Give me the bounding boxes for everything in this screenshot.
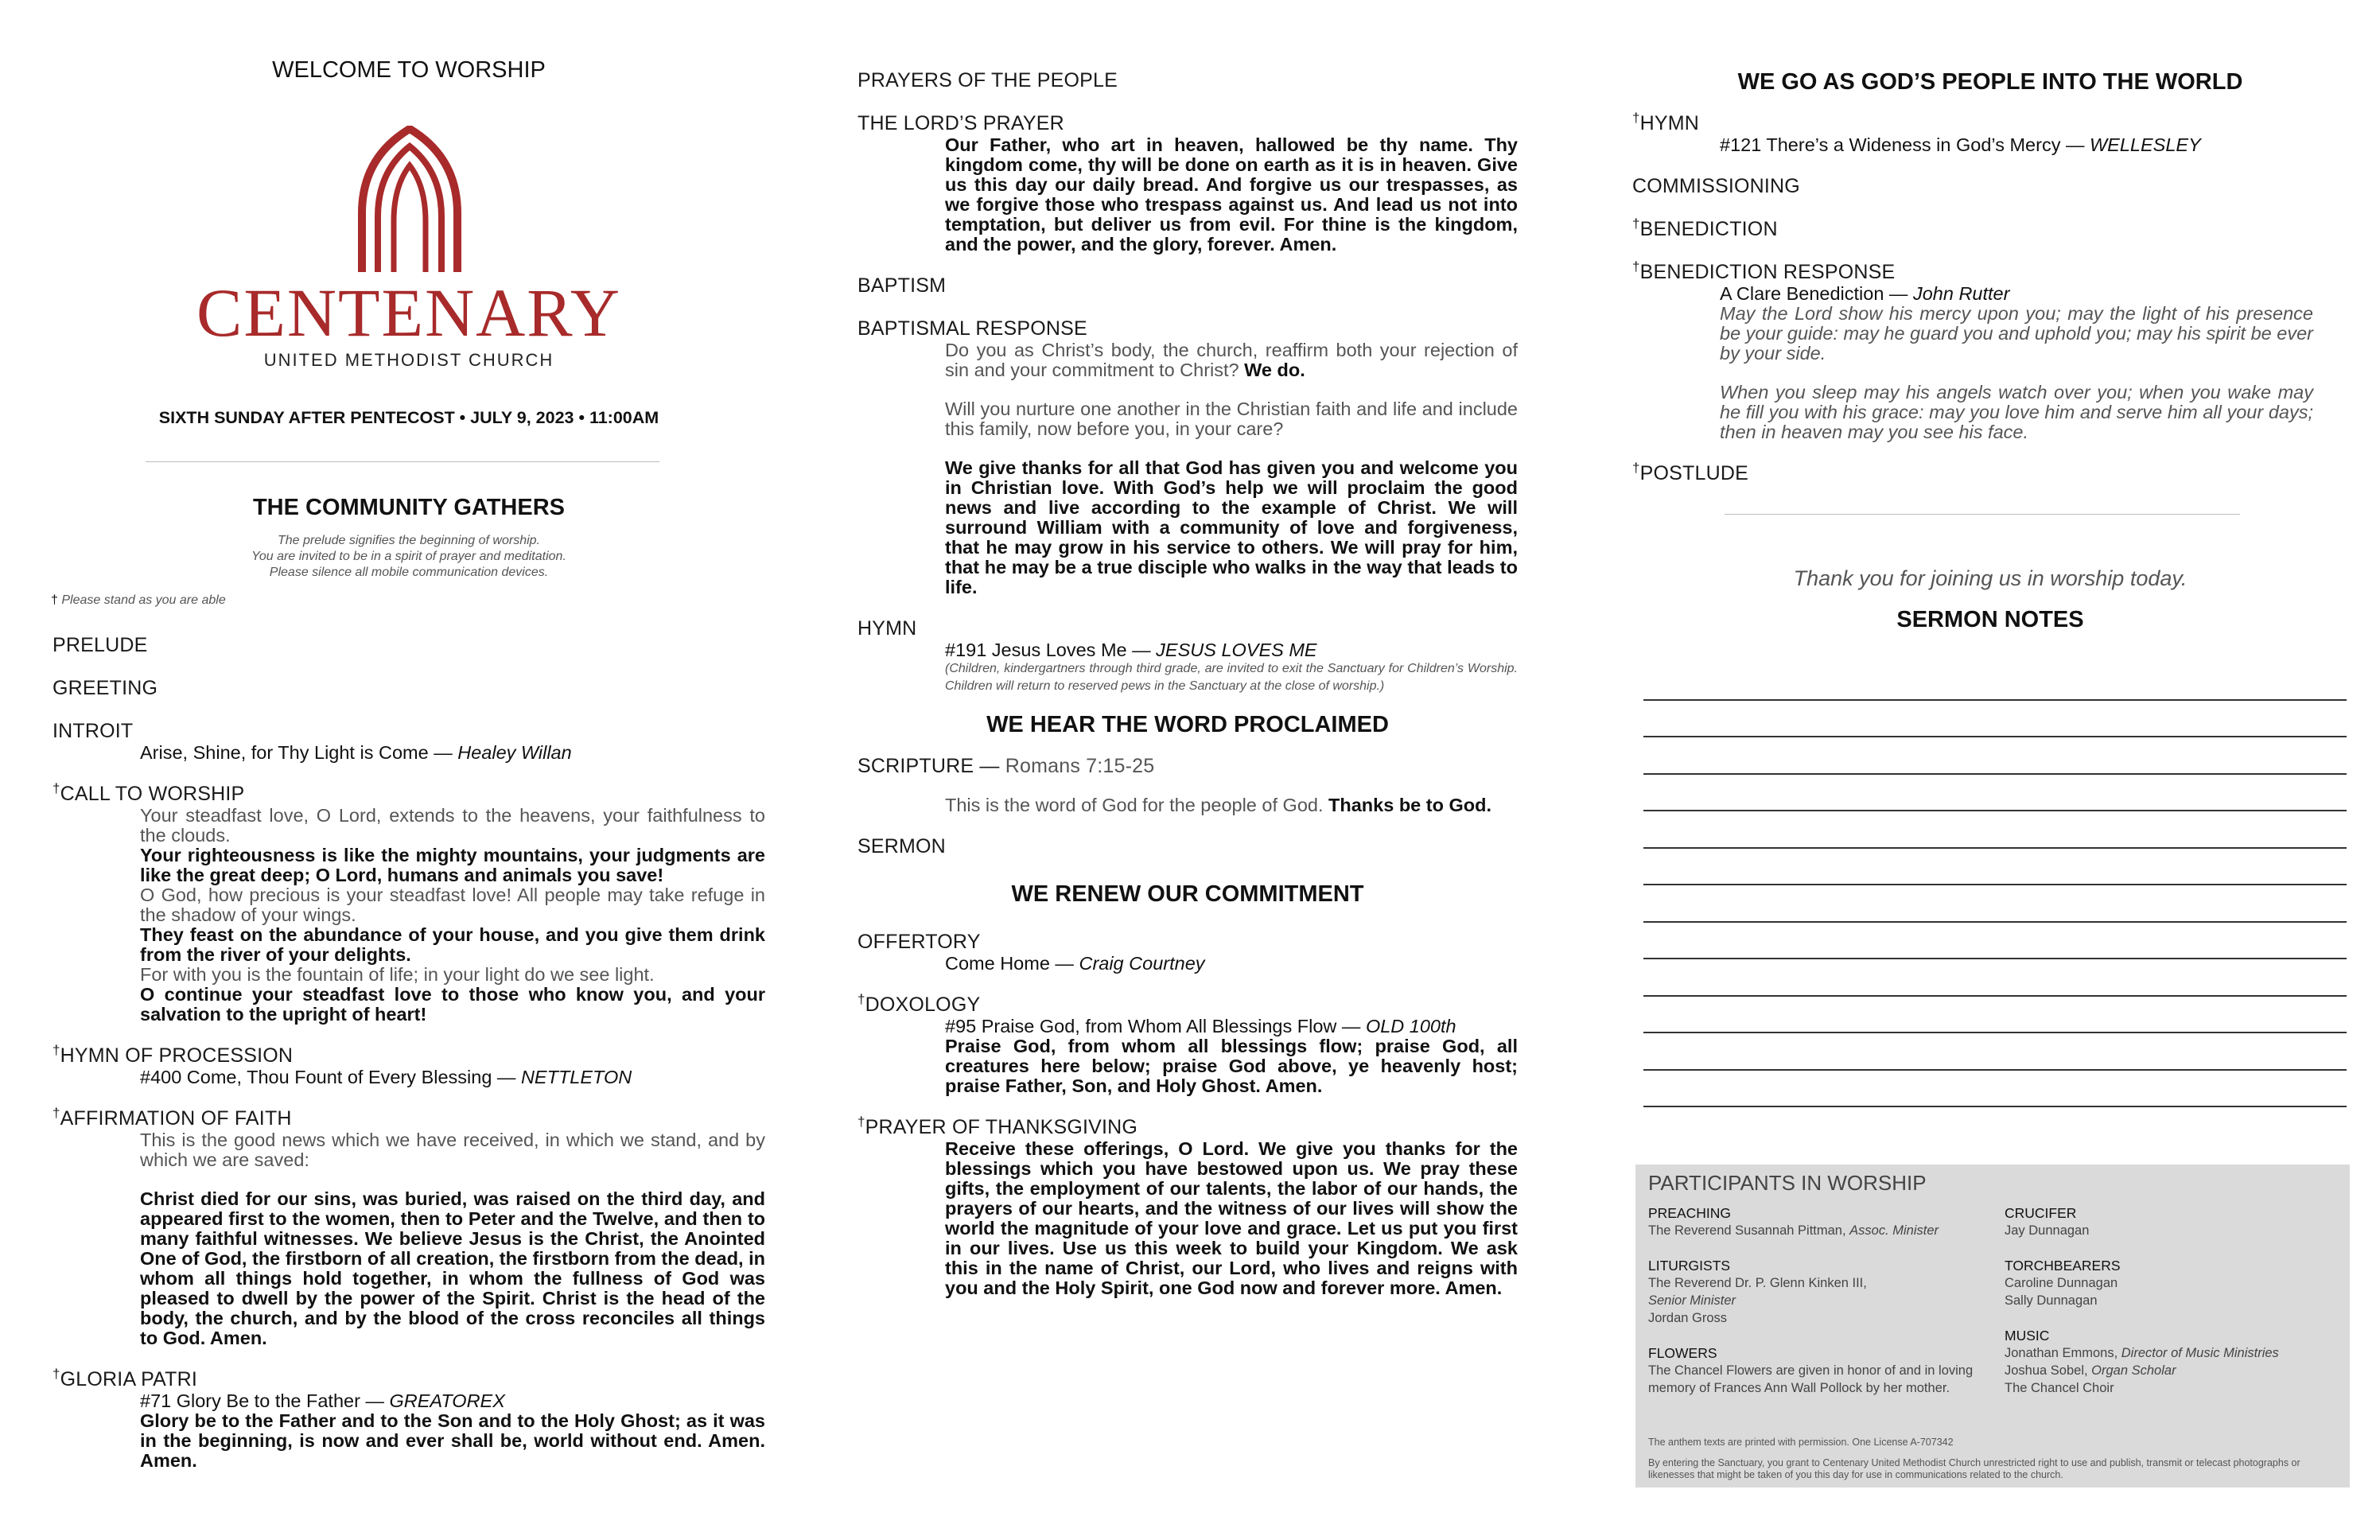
item-prayer-of-thanksgiving: †PRAYER OF THANKSGIVING (858, 1114, 1138, 1138)
item-postlude: †POSTLUDE (1632, 460, 1749, 484)
item-offertory: OFFERTORY (858, 931, 981, 953)
item-call-to-worship: †CALL TO WORSHIP (52, 780, 245, 805)
item-prayers: PRAYERS OF THE PEOPLE (858, 69, 1118, 91)
dagger-icon: † (52, 1042, 60, 1058)
note-line[interactable] (1643, 995, 2347, 997)
dagger-icon: † (1632, 259, 1640, 274)
note-line[interactable] (1643, 736, 2347, 737)
item-commissioning: COMMISSIONING (1632, 175, 1800, 197)
note-line[interactable] (1643, 1069, 2347, 1071)
participants-title: PARTICIPANTS IN WORSHIP (1648, 1171, 1927, 1195)
item-greeting: GREETING (52, 677, 158, 699)
order-list-middle (858, 68, 1518, 1298)
order-list-left (52, 633, 765, 1471)
section-title-word: WE HEAR THE WORD PROCLAIMED (986, 712, 1389, 737)
item-affirmation: †AFFIRMATION OF FAITH (52, 1105, 292, 1130)
divider (146, 461, 659, 462)
dagger-icon: † (52, 1105, 60, 1121)
consent-note: By entering the Sanctuary, you grant to Centenary United Methodist Church unrestricted right to use and publish, transmit or telecast photographs or likenesses that might be taken of you this day for use in communications related to the church. (1648, 1457, 2300, 1480)
dagger-icon: † (1632, 110, 1640, 126)
license-note: The anthem texts are printed with permission. One License A-707342 (1648, 1437, 1954, 1448)
note-line[interactable] (1643, 958, 2347, 959)
item-scripture: SCRIPTURE — Romans 7:15-25 (858, 755, 1155, 777)
hymn-note: (Children, kindergartners through third grade, are invited to exit the Sanctuary for Children’s Worship. Children will return to reserved pews in the Sanctuary at the close of worship.) (945, 662, 1518, 693)
sermon-notes-title: SERMON NOTES (1896, 607, 2084, 632)
affirmation-text: This is the good news which we have received, in which we stand, and by which we are saved: Christ died for our sins, was buried, was raised on the third day, and appeared first to the women, then to Peter and the Twelve, and then to many faithful witnesses. We believe Jesus is the Christ, the Anointed One of God, the firstborn of all creation, the firstborn from the dead, in whom all things hold together, in whom the fullness of God was pleased to dwell by the power of the Spirit. Christ is the head of the body, the church, and by the blood of the cross reconciles all things to God. Amen. (140, 1130, 765, 1348)
dagger-icon: † (52, 1366, 60, 1382)
note-line[interactable] (1643, 1032, 2347, 1033)
logo-subtitle: UNITED METHODIST CHURCH (263, 350, 554, 370)
item-baptism: BAPTISM (858, 274, 947, 297)
arch-logo-icon (357, 126, 462, 272)
participants-right: CRUCIFER Jay Dunnagan TORCHBEARERS Caroline Dunnagan Sally Dunnagan MUSIC Jonathan Emmons, Director of Music Ministries Joshua Sobel, Organ Scholar The Chancel Choir (2005, 1205, 2279, 1395)
introit-piece: Arise, Shine, for Thy Light is Come — Healey Willan (140, 742, 572, 763)
note-line[interactable] (1643, 773, 2347, 775)
section-title-commitment: WE RENEW OUR COMMITMENT (1011, 881, 1364, 907)
doxology-text: #95 Praise God, from Whom All Blessings Flow — OLD 100th Praise God, from whom all blessings flow; praise God, all creatures here below; praise God above, ye heavenly host; praise Father, Son, and Holy Ghost. Amen. (945, 1016, 1518, 1096)
participants-left: PREACHING The Reverend Susannah Pittman, Assoc. Minister LITURGISTS The Reverend Dr. P. Glenn Kinken III, Senior Minister Jordan Gross FLOWERS The Chancel Flowers are given in honor of and in loving memory of Frances Ann Wall Pollock by her mother. (1648, 1205, 1974, 1395)
thank-you-note: Thank you for joining us in worship today. (1793, 566, 2188, 590)
thanksgiving-text: Receive these offerings, O Lord. We give you thanks for the blessings which you have bestowed upon us. We pray these gifts, the employment of our talents, the labor of our hands, the prayers of our hearts, and the witness of our lives will show the world the magnitude of your love and grace. Let us put you first in our lives. Use us this week to build your Kingdom. We ask this in the name of Christ, our Lord, who lives and reigns with you and the Holy Spirit, one God now and forever more. Amen. (945, 1138, 1518, 1298)
item-baptismal-response: BAPTISMAL RESPONSE (858, 317, 1087, 340)
stand-note: † Please stand as you are able (51, 593, 226, 607)
note-line[interactable] (1643, 1106, 2347, 1107)
item-prelude: PRELUDE (52, 634, 148, 656)
dagger-icon: † (858, 991, 865, 1007)
dagger-icon: † (52, 780, 60, 796)
item-gloria-patri: †GLORIA PATRI (52, 1366, 198, 1390)
service-date: SIXTH SUNDAY AFTER PENTECOST • JULY 9, 2023 • 11:00AM (158, 408, 659, 427)
item-benediction: †BENEDICTION (1632, 216, 1778, 240)
offertory-piece: Come Home — Craig Courtney (945, 953, 1205, 974)
order-list-right (1632, 111, 2348, 485)
participants-box (1635, 1165, 2350, 1488)
word-response: This is the word of God for the people of God. Thanks be to God. (945, 795, 1491, 815)
note-line[interactable] (1643, 810, 2347, 811)
item-sermon: SERMON (858, 835, 946, 858)
gloria-text: #71 Glory Be to the Father — GREATOREX Glory be to the Father and to the Son and to the Holy Ghost; as it was in the beginning, is now and ever shall be, world without end. Amen. Amen. (140, 1390, 765, 1471)
lords-prayer-text: Our Father, who art in heaven, hallowed be thy name. Thy kingdom come, thy will be done on earth as it is in heaven. Give us this day our daily bread. And forgive us our trespasses, as we forgive those who trespass against us. And lead us not into temptation, but deliver us from evil. For thine is the kingdom, and the power, and the glory, forever. Amen. (945, 134, 1518, 255)
item-benediction-response: †BENEDICTION RESPONSE (1632, 259, 1896, 283)
item-hymn: HYMN (858, 617, 917, 640)
benediction-text: A Clare Benediction — John Rutter May the Lord show his mercy upon you; may the light of his presence be your guide: may he guard you and uphold you; may his spirit be ever by your side. When you sleep may his angels watch over you; when you wake may he fill you with his grace: may you love him and serve him all your days; then in heaven may you see his face. (1720, 283, 2313, 442)
divider (1725, 514, 2240, 515)
note-line[interactable] (1643, 847, 2347, 849)
dagger-icon: † (51, 593, 58, 607)
closing-hymn-piece: #121 There’s a Wideness in God’s Mercy — WELLESLEY (1720, 134, 2201, 155)
dagger-icon: † (858, 1114, 865, 1130)
item-introit: INTROIT (52, 720, 134, 742)
note-line[interactable] (1643, 884, 2347, 885)
hymn-procession-piece: #400 Come, Thou Fount of Every Blessing — NETTLETON (140, 1067, 632, 1087)
section-title-world: WE GO AS GOD’S PEOPLE INTO THE WORLD (1737, 69, 2243, 95)
item-closing-hymn: †HYMN (1632, 110, 1700, 134)
hymn-piece: #191 Jesus Loves Me — JESUS LOVES ME (945, 640, 1317, 660)
dagger-icon: † (1632, 216, 1640, 231)
section-title-gathers: THE COMMUNITY GATHERS (252, 495, 566, 520)
item-lords-prayer: THE LORD’S PRAYER (858, 112, 1064, 134)
note-line[interactable] (1643, 699, 2347, 701)
dagger-icon: † (1632, 460, 1640, 476)
logo-wordmark: CENTENARY (196, 274, 621, 351)
baptismal-text: Do you as Christ’s body, the church, reaffirm both your rejection of sin and your commitment to Christ? We do. Will you nurture one another in the Christian faith and life and include this family, now before you, in your care? We give thanks for all that God has given you and welcome you in Christian love. With God’s help we will proclaim the good news and live according to the example of Christ. We will surround William with a community of love and forgiveness, that he may grow in his service to others. We will pray for him, that he may be a true disciple who walks in the way that leads to life. (945, 340, 1518, 597)
call-to-worship-text: Your steadfast love, O Lord, extends to the heavens, your faithfulness to the clouds. Your righteousness is like the mighty mountains, your judgments are like the great deep; O Lord, humans and animals you save! O God, how precious is your steadfast love! All people may take refuge in the shadow of your wings. They feast on the abundance of your house, and you give them drink from the river of your delights. For with you is the fountain of life; in your light do we see light. O continue your steadfast love to those who know you, and your salvation to the upright of heart! (140, 805, 765, 1025)
note-line[interactable] (1643, 921, 2347, 923)
item-doxology: †DOXOLOGY (858, 991, 981, 1016)
item-hymn-of-procession: †HYMN OF PROCESSION (52, 1042, 294, 1067)
welcome-title: WELCOME TO WORSHIP (272, 57, 546, 83)
prelude-note: The prelude signifies the beginning of worship. You are invited to be in a spirit of prayer and meditation. Please silence all mobile communication devices. (251, 534, 566, 579)
